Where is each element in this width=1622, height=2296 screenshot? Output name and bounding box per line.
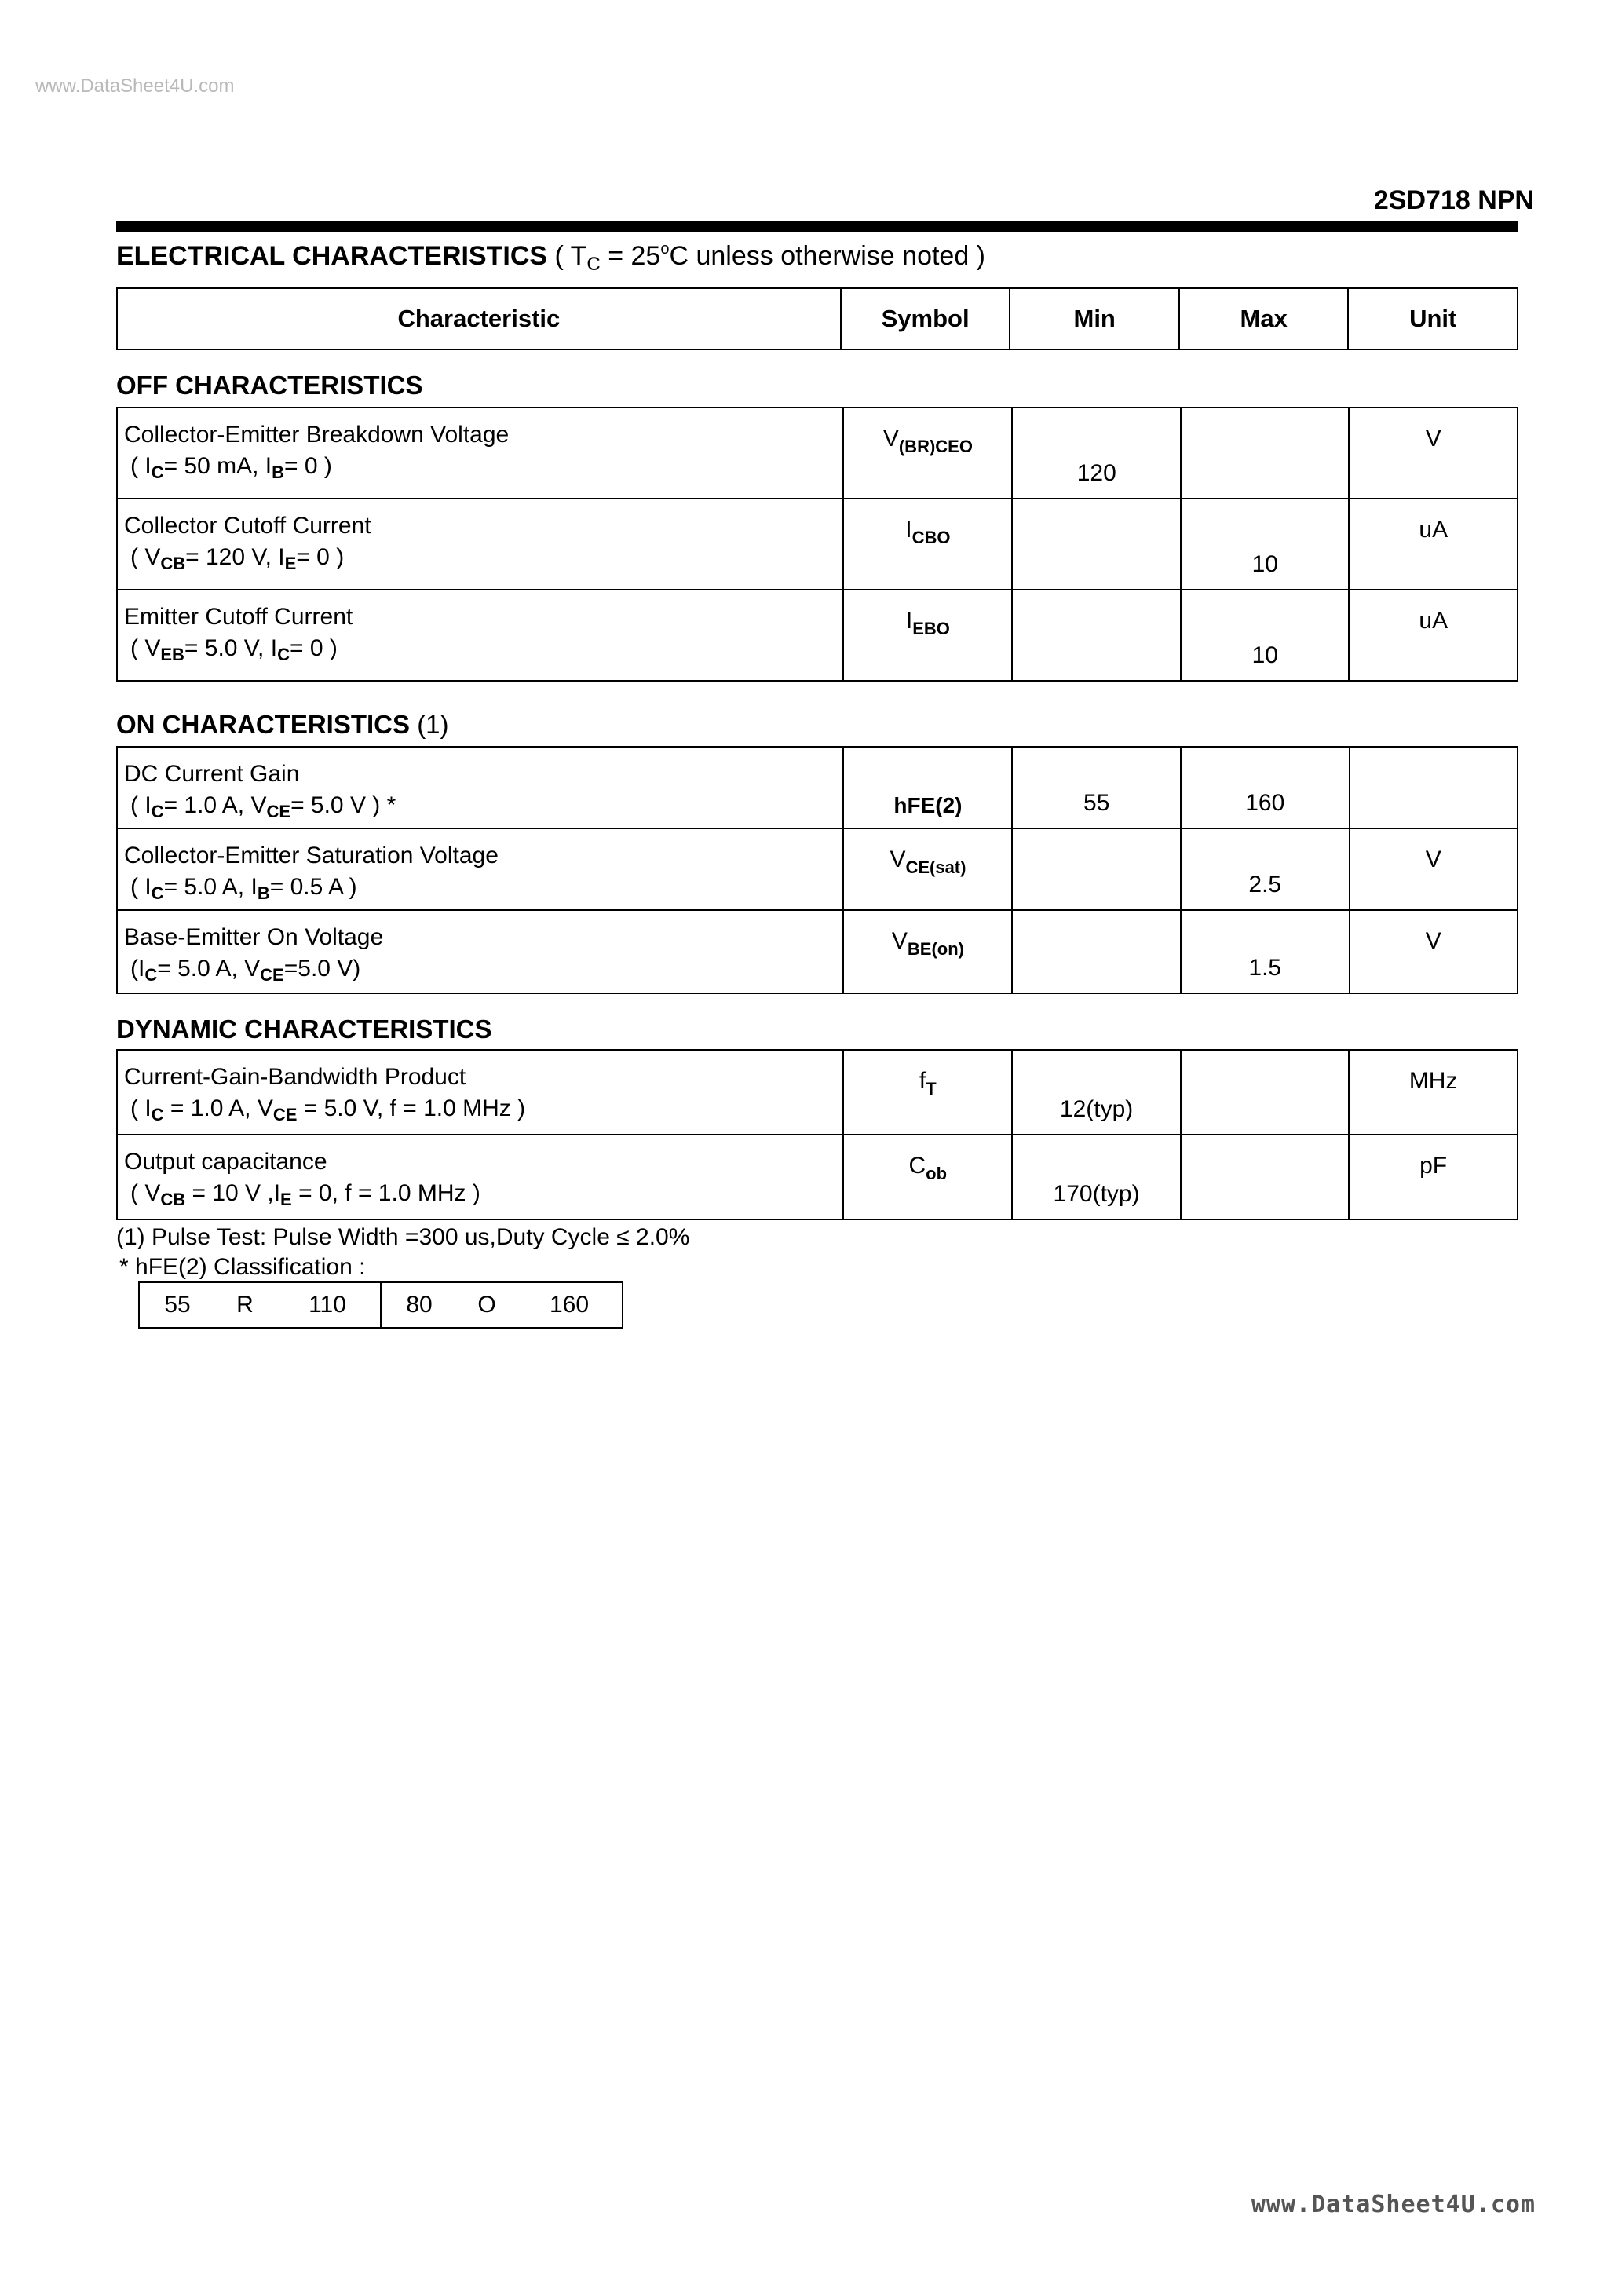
characteristic-name: Collector Cutoff Current (124, 513, 371, 539)
watermark-top: www.DataSheet4U.com (35, 75, 235, 97)
classification-rank: R (236, 1292, 254, 1318)
col-unit: Unit (1348, 288, 1518, 349)
unit-cell: V (1349, 408, 1518, 499)
characteristic-cell (117, 408, 843, 499)
max-cell (1181, 1135, 1349, 1219)
max-cell (1181, 408, 1349, 499)
test-condition: ( $I_C= 5.0$ A, $I_B= 0.5$ A ) (130, 874, 357, 903)
characteristic-name: Emitter Cutoff Current (124, 604, 353, 630)
min-cell (1012, 499, 1181, 590)
symbol-cell: hFE(2) (843, 747, 1012, 828)
symbol-cell: $f_T$ (843, 1050, 1012, 1135)
characteristic-cell (117, 499, 843, 590)
note-pulse-test: (1) Pulse Test: Pulse Width =300 us,Duty Cycle ≤ 2.0% (116, 1224, 690, 1250)
test-condition: ( $I_C = 1.0$ A, $V_{CE} = 5.0$ V, f = 1.0 MHz ) (130, 1095, 526, 1124)
characteristic-name: DC Current Gain (124, 761, 300, 787)
characteristic-name: Current-Gain-Bandwidth Product (124, 1064, 466, 1090)
classification-max: 160 (549, 1292, 590, 1318)
watermark-bottom: www.DataSheet4U.com (1251, 2191, 1536, 2218)
unit-cell: uA (1349, 499, 1518, 590)
section-heading-dynamic: DYNAMIC CHARACTERISTICS (116, 1015, 492, 1044)
symbol-cell: $V_{CE(sat)}$ (843, 828, 1012, 910)
hfe-classification-table (138, 1281, 623, 1329)
min-cell (1012, 828, 1180, 910)
min-cell (1012, 910, 1180, 993)
unit-cell (1350, 747, 1518, 828)
off-characteristics-table (116, 407, 1518, 682)
max-cell (1181, 1050, 1349, 1135)
column-header-table (116, 287, 1518, 350)
col-characteristic: Characteristic (117, 288, 841, 349)
min-cell: 55 (1012, 747, 1180, 828)
characteristic-cell (117, 1135, 843, 1219)
classification-rank: O (477, 1292, 496, 1318)
on-characteristics-table (116, 746, 1518, 994)
test-condition: ( $I_C= 1.0$ A, $V_{CE}= 5.0$ V ) * (130, 792, 396, 821)
unit-cell: V (1350, 910, 1518, 993)
unit-cell: MHz (1349, 1050, 1518, 1135)
page-title: ELECTRICAL CHARACTERISTICS ( $T_C = 25^oC$ unless otherwise noted ) (116, 240, 986, 275)
classification-min: 80 (381, 1282, 457, 1328)
max-cell: 2.5 (1181, 828, 1350, 910)
section-heading-on: ON CHARACTERISTICS (1) (116, 710, 449, 739)
unit-cell: uA (1349, 590, 1518, 681)
test-condition: ( $V_{CB}= 120$ V, $I_E= 0$ ) (130, 544, 345, 573)
table-row (117, 1135, 1518, 1219)
table-row (117, 408, 1518, 499)
part-number-header: 2SD718 NPN (1373, 185, 1534, 215)
characteristic-cell (117, 828, 843, 910)
classification-max: 110 (309, 1292, 346, 1318)
min-cell: 12(typ) (1012, 1050, 1181, 1135)
max-cell: 10 (1181, 499, 1349, 590)
header-rule (116, 221, 1518, 232)
col-max: Max (1179, 288, 1349, 349)
classification-row (139, 1282, 623, 1328)
symbol-cell: $C_{ob}$ (843, 1135, 1012, 1219)
test-condition: ($I_C= 5.0$ A, $V_{CE}=5.0$ V) (130, 956, 361, 985)
table-row (117, 910, 1518, 993)
symbol-cell: $I_{EBO}$ (843, 590, 1012, 681)
table-row (117, 499, 1518, 590)
max-cell: 160 (1181, 747, 1350, 828)
classification-min: 55 (164, 1292, 191, 1318)
min-cell: 120 (1012, 408, 1181, 499)
min-cell (1012, 590, 1181, 681)
characteristic-name: Base-Emitter On Voltage (124, 924, 384, 950)
test-condition: ( $V_{EB}= 5.0$ V, $I_C= 0$ ) (130, 635, 338, 664)
max-cell: 1.5 (1181, 910, 1350, 993)
characteristic-name: Collector-Emitter Breakdown Voltage (124, 422, 510, 448)
test-condition: ( $I_C= 50$ mA, $I_B= 0$ ) (130, 453, 332, 482)
characteristic-cell (117, 747, 843, 828)
symbol-cell: $V_{BE(on)}$ (843, 910, 1012, 993)
min-cell: 170(typ) (1012, 1135, 1181, 1219)
test-condition: ( $V_{CB} = 10$ V $,I_E = 0$, f = 1.0 MHz ) (130, 1180, 480, 1209)
col-min: Min (1010, 288, 1179, 349)
characteristic-cell (117, 1050, 843, 1135)
dynamic-characteristics-table (116, 1049, 1518, 1220)
characteristic-name: Output capacitance (124, 1149, 327, 1175)
table-row (117, 747, 1518, 828)
characteristic-cell (117, 590, 843, 681)
col-symbol: Symbol (841, 288, 1010, 349)
table-row (117, 590, 1518, 681)
table-row (117, 828, 1518, 910)
characteristic-cell (117, 910, 843, 993)
unit-cell: V (1350, 828, 1518, 910)
section-heading-off: OFF CHARACTERISTICS (116, 371, 423, 400)
symbol-cell: $I_{CBO}$ (843, 499, 1012, 590)
max-cell: 10 (1181, 590, 1349, 681)
characteristic-name: Collector-Emitter Saturation Voltage (124, 843, 499, 868)
table-row (117, 1050, 1518, 1135)
symbol-cell: $V_{(BR)CEO}$ (843, 408, 1012, 499)
unit-cell: pF (1349, 1135, 1518, 1219)
note-classification: * hFE(2) Classification : (119, 1254, 366, 1280)
